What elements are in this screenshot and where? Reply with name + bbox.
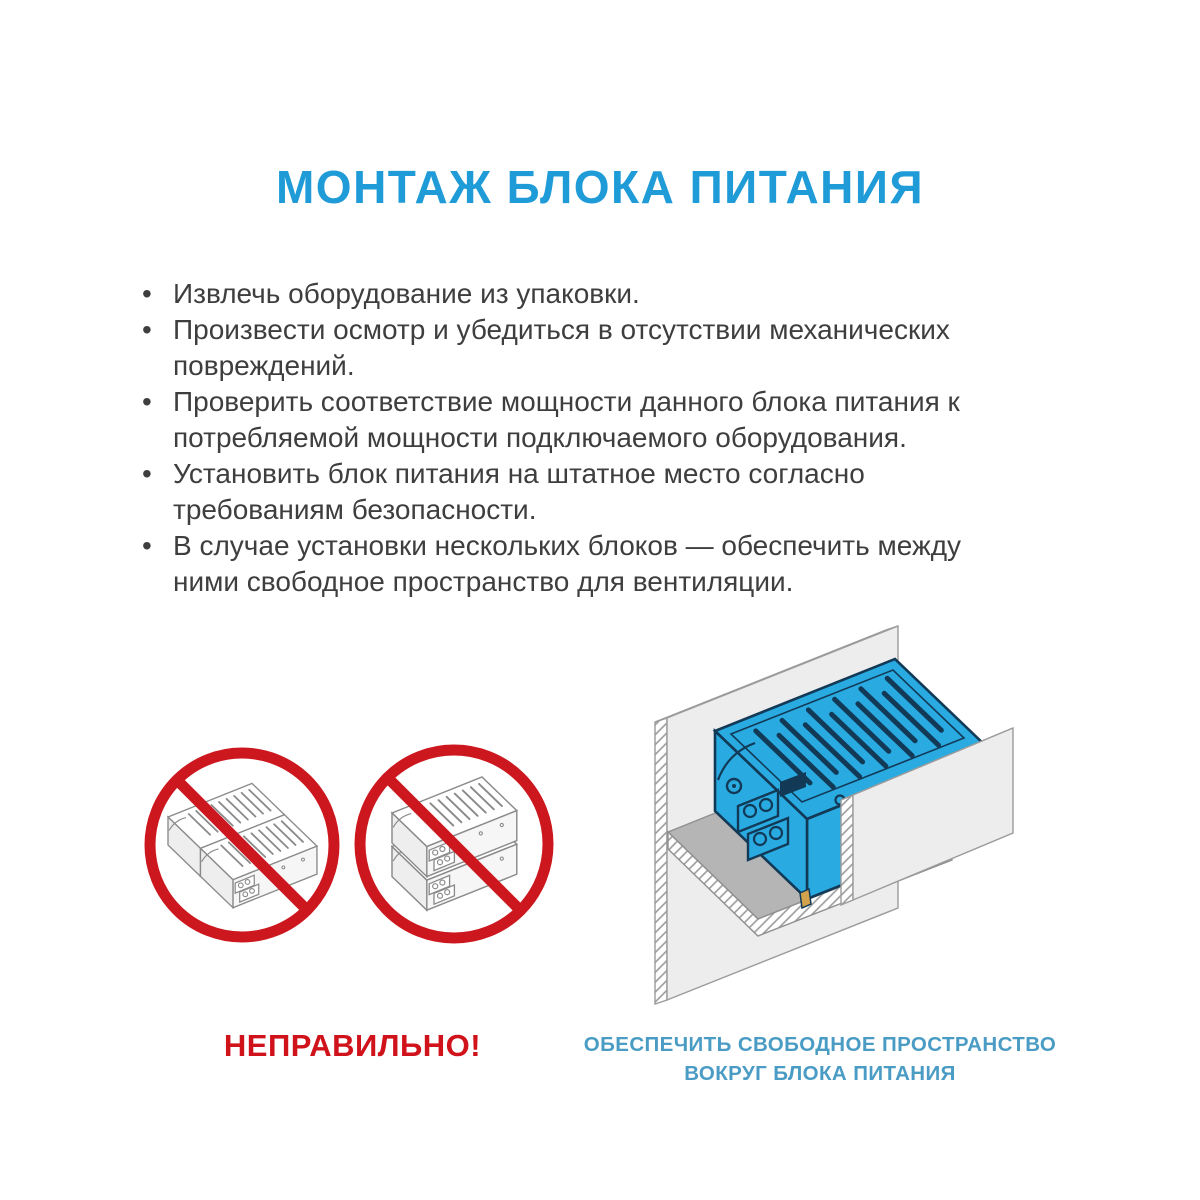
prohibition-circle-icon <box>360 750 548 938</box>
instruction-list <box>140 276 1020 600</box>
caption-line: ОБЕСПЕЧИТЬ СВОБОДНОЕ ПРОСТРАНСТВО <box>583 1033 1057 1056</box>
caption-line: ВОКРУГ БЛОКА ПИТАНИЯ <box>684 1062 956 1085</box>
instruction-item: • Проверить соответствие мощности данного блока питания к потребляемой мощности подключаемого оборудования. <box>140 384 1020 456</box>
page-title: МОНТАЖ БЛОКА ПИТАНИЯ <box>275 161 925 213</box>
instruction-item: • Извлечь оборудование из упаковки. <box>140 276 1020 312</box>
mounting-foot <box>800 889 811 908</box>
instruction-item: • Произвести осмотр и убедиться в отсутствии механических повреждений. <box>140 312 1020 384</box>
no-psu-side-by-side-icon <box>142 745 342 945</box>
wrong-label: НЕПРАВИЛЬНО! <box>223 1028 482 1063</box>
psu-on-shelf-free-space-icon <box>630 610 1030 1020</box>
free-space-caption <box>580 1030 1060 1088</box>
no-psu-stacked-icon <box>352 742 557 947</box>
instruction-item: • В случае установки нескольких блоков — обеспечить между ними свободное пространство для вентиляции. <box>140 528 1020 600</box>
instruction-item: • Установить блок питания на штатное место согласно требованиям безопасности. <box>140 456 1020 528</box>
